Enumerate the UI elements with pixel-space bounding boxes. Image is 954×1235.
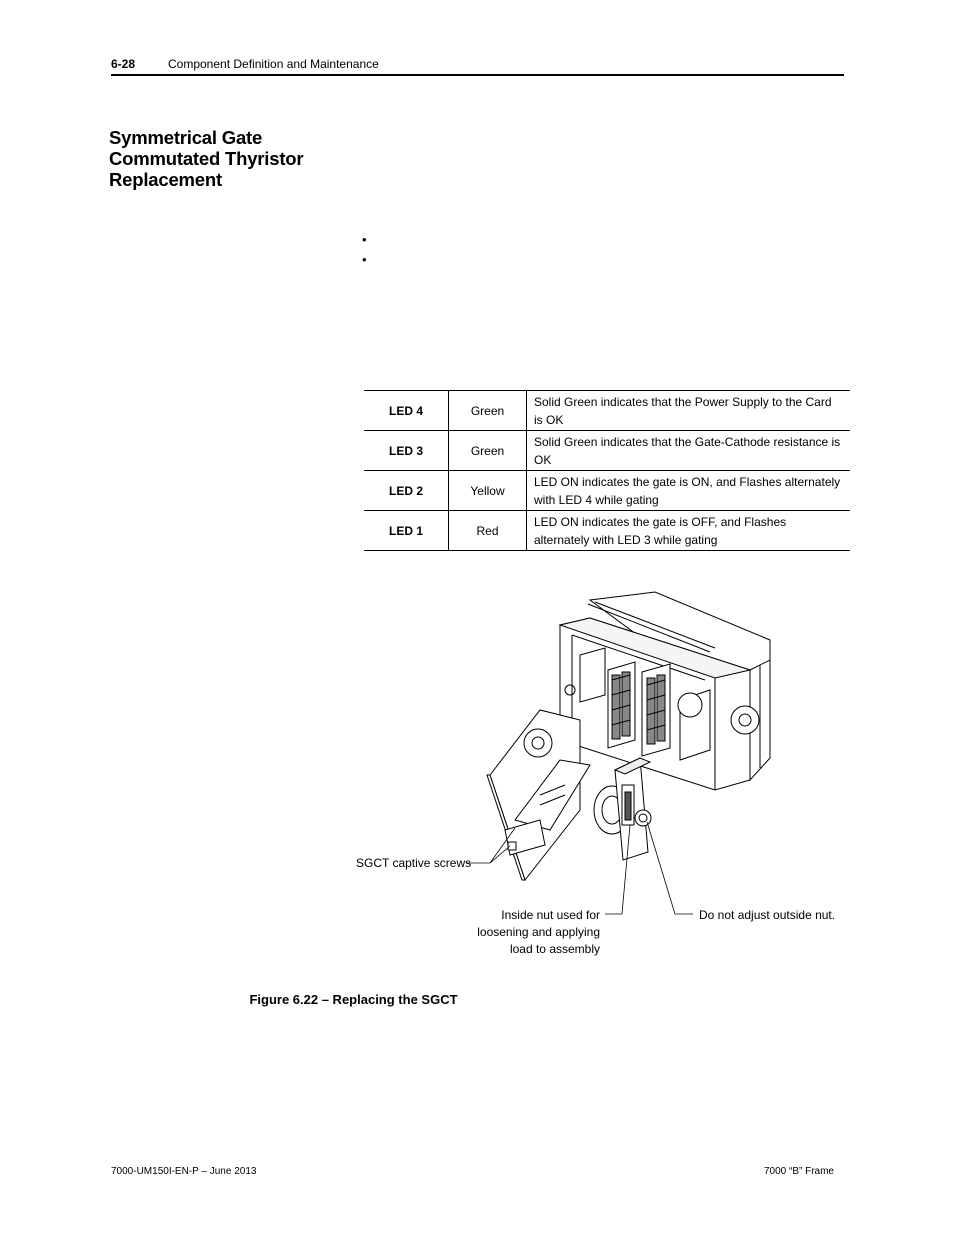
led-description: LED ON indicates the gate is ON, and Flashes alternately with LED 4 while gating (527, 471, 851, 511)
footer-publication-id: 7000-UM150I-EN-P – June 2013 (111, 1166, 257, 1177)
page-header (111, 56, 844, 76)
list-item: • (362, 252, 367, 267)
led-description: Solid Green indicates that the Gate-Cathode resistance is OK (527, 431, 851, 471)
led-description: LED ON indicates the gate is OFF, and Flashes alternately with LED 3 while gating (527, 511, 851, 551)
callout-inside-nut: Inside nut used for loosening and applying load to assembly (477, 908, 600, 956)
led-name: LED 3 (364, 431, 449, 471)
table-row (364, 431, 850, 471)
led-color: Green (449, 391, 527, 431)
figure-caption-text: Figure 6.22 – Replacing the SGCT (249, 992, 458, 1007)
led-color: Green (449, 431, 527, 471)
led-name: LED 4 (364, 391, 449, 431)
table-row (364, 391, 850, 431)
bullet-list (362, 232, 367, 272)
led-color: Yellow (449, 471, 527, 511)
callout-captive-screws: SGCT captive screws (356, 856, 472, 870)
led-color: Red (449, 511, 527, 551)
table-row (364, 471, 850, 511)
led-name: LED 1 (364, 511, 449, 551)
running-header-title: Component Definition and Maintenance (168, 57, 379, 71)
led-status-table (364, 390, 850, 551)
list-item: • (362, 232, 367, 247)
page-number: 6-28 (111, 57, 136, 71)
table-row (364, 511, 850, 551)
led-description: Solid Green indicates that the Power Supply to the Card is OK (527, 391, 851, 431)
led-name: LED 2 (364, 471, 449, 511)
callout-outside-nut: Do not adjust outside nut. (699, 908, 836, 922)
sgct-device (594, 758, 651, 860)
gate-driver-card (487, 710, 590, 880)
section-title: Symmetrical Gate Commutated Thyristor Replacement (109, 127, 304, 190)
callout-leaders (467, 822, 693, 914)
footer-product-name: 7000 “B” Frame (763, 1166, 834, 1177)
figure-caption (0, 992, 954, 1007)
